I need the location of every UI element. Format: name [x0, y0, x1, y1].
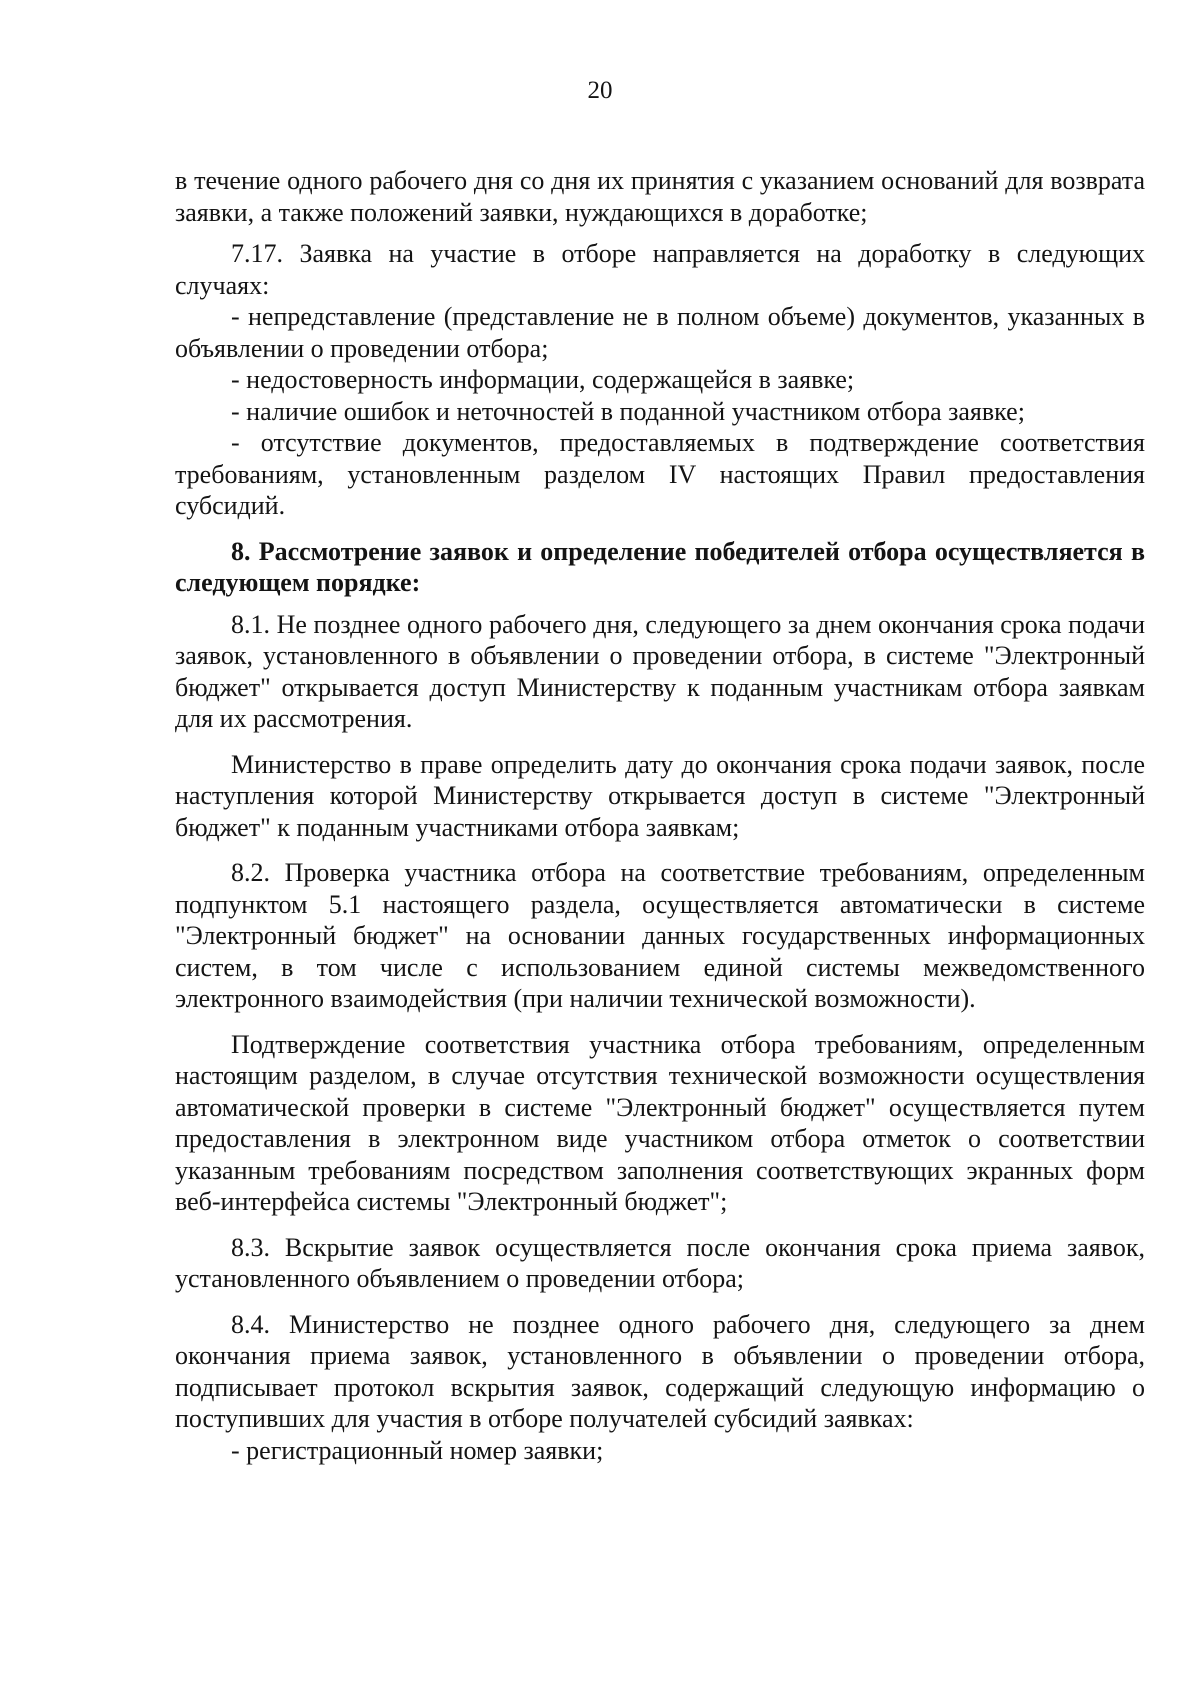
paragraph-ministry-right: Министерство в праве определить дату до окончания срока подачи заявок, после наступления которой Министерству открывается доступ в системе "Электронный бюджет" к поданным участниками отбора заявкам;: [175, 749, 1145, 842]
paragraph-8-1: 8.1. Не позднее одного рабочего дня, следующего за днем окончания срока подачи заявок, установленного в объявлении о проведении отбора, в системе "Электронный бюджет" открывается доступ Министерству к поданным участникам отбора заявкам для их рассмотрения.: [175, 609, 1145, 733]
list-item-missing-documents: - непредставление (представление не в полном объеме) документов, указанных в объявлении о проведении отбора;: [175, 302, 1145, 363]
paragraph-8-3: 8.3. Вскрытие заявок осуществляется после окончания срока приема заявок, установленного объявлением о проведении отбора;: [175, 1232, 1145, 1293]
paragraph-confirmation: Подтверждение соответствия участника отбора требованиям, определенным настоящим разделом, в случае отсутствия технической возможности осуществления автоматической проверки в системе "Электронный бюджет" осуществляется путем предоставления в электронном виде участником отбора отметок о соответствии указанным требованиям посредством заполнения соответствующих экранных форм веб-интерфейса системы "Электронный бюджет";: [175, 1029, 1145, 1216]
paragraph-7-17: 7.17. Заявка на участие в отборе направляется на доработку в следующих случаях:: [175, 239, 1145, 300]
paragraph-return-deadline: в течение одного рабочего дня со дня их принятия с указанием оснований для возврата заявки, а также положений заявки, нуждающихся в доработке;: [175, 166, 1145, 227]
paragraph-8-2: 8.2. Проверка участника отбора на соответствие требованиям, определенным подпунктом 5.1 настоящего раздела, осуществляется автоматически в системе "Электронный бюджет" на основании данных государственных информационных систем, в том числе с использованием единой системы межведомственного электронного взаимодействия (при наличии технической возможности).: [175, 858, 1145, 1013]
list-item-registration-number: - регистрационный номер заявки;: [231, 1435, 604, 1465]
list-item-unreliable-info: - недостоверность информации, содержащейся в заявке;: [231, 365, 855, 394]
page-number: 20: [587, 77, 613, 104]
list-item-errors: - наличие ошибок и неточностей в поданной участником отбора заявке;: [231, 396, 1025, 426]
list-item-absence-documents: - отсутствие документов, предоставляемых в подтверждение соответствия требованиям, установленным разделом IV настоящих Правил предоставления субсидий.: [175, 428, 1145, 520]
section-heading-8: 8. Рассмотрение заявок и определение победителей отбора осуществляется в следующем порядке:: [175, 536, 1145, 597]
paragraph-8-4: 8.4. Министерство не позднее одного рабочего дня, следующего за днем окончания приема заявок, установленного в объявлении о проведении отбора, подписывает протокол вскрытия заявок, содержащий следующую информацию о поступивших для участия в отборе получателей субсидий заявках:: [175, 1309, 1145, 1433]
document-body: [175, 165, 1145, 1466]
